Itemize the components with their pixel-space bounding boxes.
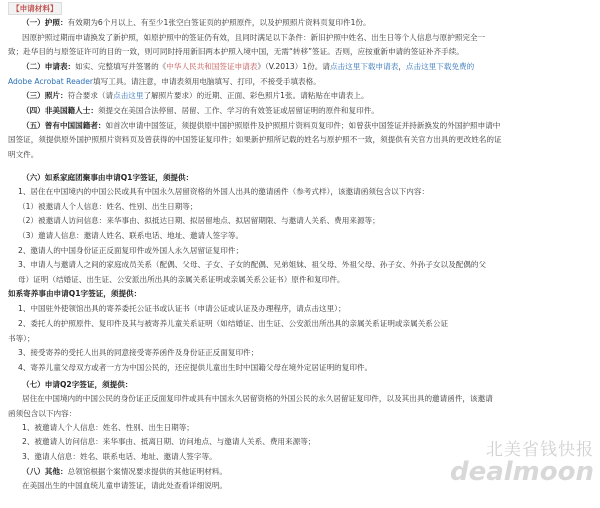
bold-label: 曾有中国国籍者： (44, 121, 106, 130)
text-line (22, 120, 500, 132)
text-line (8, 134, 502, 146)
text-line (8, 46, 464, 58)
text-segment: 2、委托人的护照原件、复印件及其与被寄养儿童关系证明（如结婚证、出生证、公安派出所出具的亲属关系证明或亲属关系公证 (18, 319, 449, 328)
text-segment: 总领馆根据个案情况要求提供的其他证明材料。 (67, 467, 228, 476)
text-segment: 书等）； (8, 334, 35, 343)
text-segment: 有效期为6个月以上、有至少1张空白签证页的护照原件，以及护照照片资料页复印件1份。 (67, 18, 371, 27)
dealmoon-watermark (404, 440, 594, 502)
text-segment: 填写工具。请注意，申请表须用电脑填写、打印，不接受手填表格。 (93, 77, 321, 86)
text-segment: 须提交在美国合法停留、居留、工作、学习的有效签证或居留证明的原件和复印件。 (97, 106, 379, 115)
bold-label: 如系寄养事由申请Q1字签证，须提供： (8, 289, 142, 298)
text-segment: 明文件。 (8, 150, 39, 159)
text-segment: 》（V.2013）1份。请 (257, 62, 330, 71)
bold-label: （八） (22, 467, 45, 476)
watermark-chinese-text: 北美省钱快报 (486, 440, 594, 460)
text-line (22, 422, 194, 434)
text-segment: 1、居住在中国境内的中国公民或具有中国永久居留资格的外国人出具的邀请函件（参考式样），该邀请函须包含以下内容： (18, 187, 430, 196)
text-segment: 致；赴华目的与原签证许可的目的一致，则可同时持用新旧两本护照入境中国，无需“转移”签证。否则，应按重新申请的签证补齐手续。 (8, 47, 464, 56)
inline-link[interactable]: 点击这里下载申请表 (329, 62, 399, 71)
text-line (18, 230, 243, 242)
text-line (8, 76, 321, 88)
text-line (18, 186, 429, 198)
text-segment: 国签证，须提供原外国护照照片资料页及曾获得的中国签证复印件；如果新护照所记载的姓名与原护照不一致，须提供有关官方出具的更改姓名的证 (8, 135, 502, 144)
text-segment: 3、申请人与邀请人之间的家庭成员关系（配偶、父母、子女、子女的配偶、兄弟姐妹、祖父母、外祖父母、孙子女、外孙子女以及配偶的父 (18, 260, 487, 269)
text-line (8, 333, 35, 345)
bold-label: 申请Q2字签证，须提供： (44, 380, 133, 389)
bold-label: 申请表： (44, 62, 76, 71)
text-segment: 在美国出生的中国血统儿童申请签证，请此处查看详细说明。 (22, 481, 228, 490)
text-line (18, 215, 380, 227)
bold-label: （四） (22, 106, 45, 115)
bold-label: 其他： (44, 467, 68, 476)
text-segment: 了解照片要求）的近期、正面、彩色照片1张。请粘贴在申请表上。 (143, 91, 369, 100)
text-line (22, 379, 132, 391)
text-segment: （2）被邀请人访问信息：来华事由、拟抵达日期、拟居留地点、拟居留期限、与邀请人关系、费用来源等； (18, 216, 380, 225)
inline-link[interactable]: 点击这里 (113, 91, 144, 100)
bold-label: （一） (22, 18, 45, 27)
inline-link[interactable]: Adobe Acrobat Reader (8, 77, 94, 86)
text-segment: 母）证明（结婚证、出生证、公安派出所出具的亲属关系证明或亲属关系公证书）原件和复印件。 (18, 275, 345, 284)
watermark-brand-text: dealmoon (449, 457, 594, 487)
inline-link[interactable]: 点击这里下载免费的 (405, 62, 475, 71)
text-line (18, 318, 448, 330)
text-segment: 如首次申请中国签证，须提供原中国护照原件及护照照片资料页复印件；如曾获中国签证并持新换发的外国护照申请中 (105, 121, 501, 130)
text-line (8, 288, 141, 300)
bold-label: （七） (22, 380, 45, 389)
text-line (18, 201, 198, 213)
text-line (22, 105, 379, 117)
section-heading-tag: 【申请材料】 (8, 2, 62, 15)
text-line (22, 32, 485, 44)
text-line (22, 451, 217, 463)
text-line (22, 90, 369, 102)
text-line (18, 303, 346, 315)
text-segment: 3、邀请人信息：姓名、联系电话、地址、邀请人签字等。 (22, 452, 217, 461)
text-line (18, 347, 258, 359)
text-line (18, 362, 372, 374)
bold-label: 非美国籍人士： (44, 106, 98, 115)
text-segment: 1、中国驻外使领馆出具的寄养委托公证书或认证书（申请公证或认证及办理程序，请点击这里）； (18, 304, 346, 313)
text-segment: 居住在中国境内的中国公民的身份证正反面复印件或具有中国永久居留资格的外国公民的永久居留证复印件，以及其出具的邀请函件，该邀请 (22, 394, 493, 403)
bold-label: （五） (22, 121, 45, 130)
text-segment: 3、接受寄养的受托人出具的同意接受寄养函件及身份证正反面复印件； (18, 348, 259, 357)
text-line (22, 17, 371, 29)
bold-label: （六） (22, 173, 45, 182)
bold-label: （二） (22, 62, 45, 71)
text-line (22, 466, 227, 478)
text-line (8, 149, 38, 161)
text-segment: 1、被邀请人个人信息：姓名、性别、出生日期等； (22, 423, 194, 432)
text-line (22, 61, 474, 73)
text-segment: ， (398, 62, 406, 71)
text-line (22, 393, 493, 405)
text-line (18, 245, 243, 257)
bold-label: 护照： (44, 18, 68, 27)
form-name-highlight: 中华人民共和国签证申请表 (166, 62, 258, 71)
text-segment: 因原护照过期而申请换发了新护照，如原护照中的签证仍有效，且同时满足以下条件：新旧护照中姓名、出生日等个人信息与原护照完全一 (22, 33, 486, 42)
text-segment: （3）邀请人信息：邀请人姓名、联系电话、地址、邀请人签字等。 (18, 231, 244, 240)
bold-label: 如系家庭团聚事由申请Q1字签证，须提供： (44, 173, 194, 182)
text-segment: （1）被邀请人个人信息：姓名、性别、出生日期等； (18, 202, 198, 211)
text-line (22, 172, 193, 184)
bold-label: 照片： (44, 91, 68, 100)
text-segment: 2、邀请人的中国身份证正反面复印件或外国人永久居留证复印件； (18, 246, 244, 255)
text-segment: 4、寄养儿童父母双方或者一方为中国公民的，还应提供儿童出生时中国籍父母在境外定居证明的复印件。 (18, 363, 373, 372)
text-line (18, 274, 345, 286)
text-line (22, 480, 227, 492)
bold-label: （三） (22, 91, 45, 100)
text-line (8, 408, 76, 420)
text-segment: 函须包含以下内容： (8, 409, 77, 418)
text-line (18, 259, 486, 271)
text-line (8, 2, 62, 15)
text-segment: 2、被邀请人访问信息：来华事由、抵离日期、访问地点、与邀请人关系、费用来源等； (22, 437, 316, 446)
text-segment: 如实、完整填写并签署的《 (75, 62, 167, 71)
text-segment: 符合要求（请 (67, 91, 114, 100)
text-line (22, 436, 315, 448)
